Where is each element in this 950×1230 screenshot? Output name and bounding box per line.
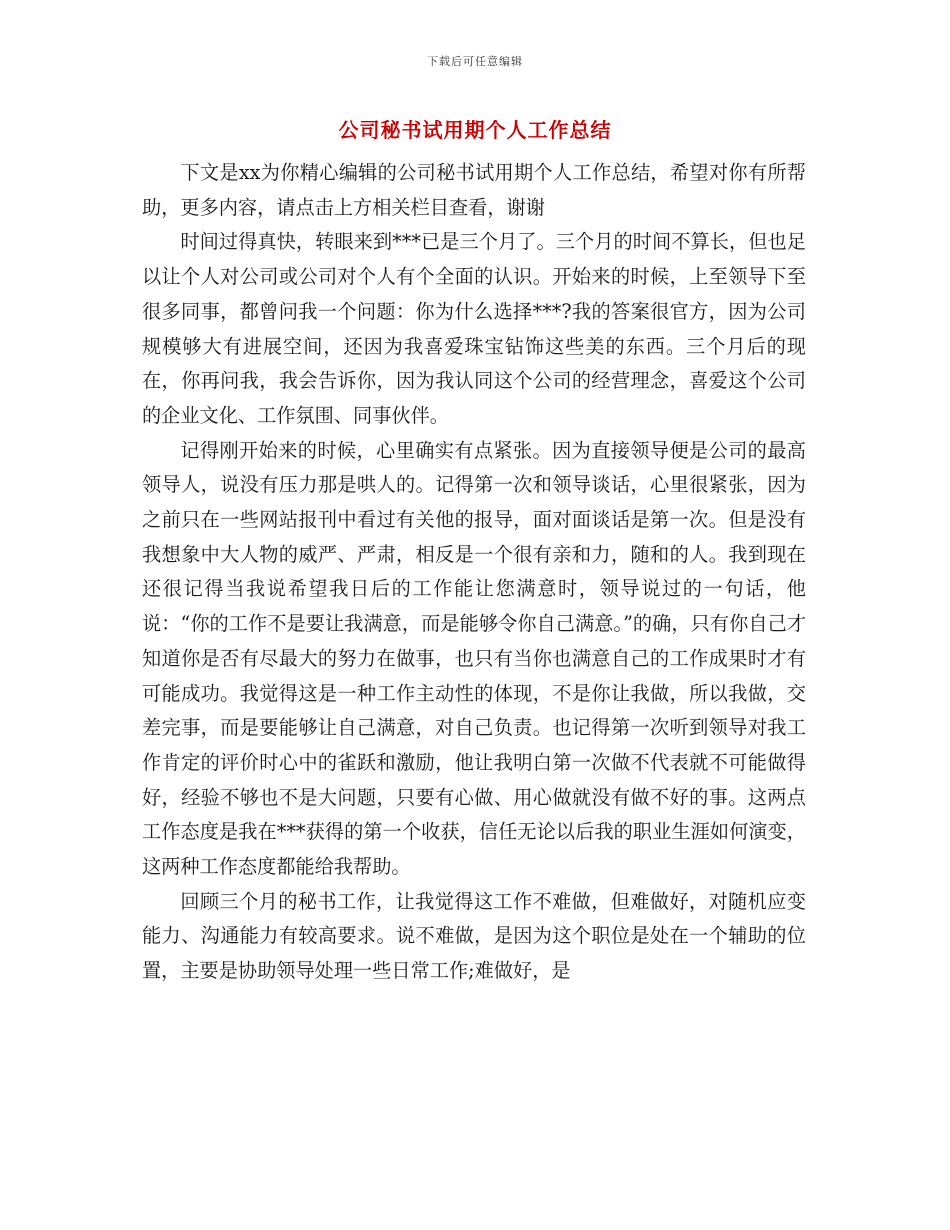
paragraph-time-flies: 时间过得真快，转眼来到***已是三个月了。三个月的时间不算长，但也足以让个人对公司或公司对个人有个全面的认识。开始来的时候，上至领导下至很多同事，都曾问我一个问题：你为什么选择***?我的答案很官方，因为公司规模够大有进展空间，还因为我喜爱珠宝钻饰这些美的东西。三个月后的现在，你再问我，我会告诉你，因为我认同这个公司的经营理念，喜爱这个公司的企业文化、工作氛围、同事伙伴。 (142, 230, 806, 427)
page-header-note: 下载后可任意编辑 (427, 55, 523, 68)
document-body (142, 156, 806, 989)
document-title: 公司秘书试用期个人工作总结 (338, 118, 612, 142)
paragraph-review: 回顾三个月的秘书工作，让我觉得这工作不难做，但难做好，对随机应变能力、沟通能力有较高要求。说不难做，是因为这个职位是处在一个辅助的位置，主要是协助领导处理一些日常工作;难做好，是 (142, 889, 806, 983)
paragraph-first-days: 记得刚开始来的时候，心里确实有点紧张。因为直接领导便是公司的最高领导人，说没有压力那是哄人的。记得第一次和领导谈话，心里很紧张，因为之前只在一些网站报刊中看过有关他的报导，面对面谈话是第一次。但是没有我想象中大人物的威严、严肃，相反是一个很有亲和力，随和的人。我到现在还很记得当我说希望我日后的工作能让您满意时，领导说过的一句话，他说：“你的工作不是要让我满意，而是能够令你自己满意。”的确，只有你自己才知道你是否有尽最大的努力在做事，也只有当你也满意自己的工作成果时才有可能成功。我觉得这是一种工作主动性的体现，不是你让我做，所以我做，交差完事，而是要能够让自己满意，对自己负责。也记得第一次听到领导对我工作肯定的评价时心中的雀跃和激励，他让我明白第一次做不代表就不可能做得好，经验不够也不是大问题，只要有心做、用心做就没有做不好的事。这两点工作态度是我在***获得的第一个收获，信任无论以后我的职业生涯如何演变，这两种工作态度都能给我帮助。 (142, 438, 806, 879)
paragraph-intro: 下文是xx为你精心编辑的公司秘书试用期个人工作总结，希望对你有所帮助，更多内容，请点击上方相关栏目查看，谢谢 (142, 161, 806, 219)
